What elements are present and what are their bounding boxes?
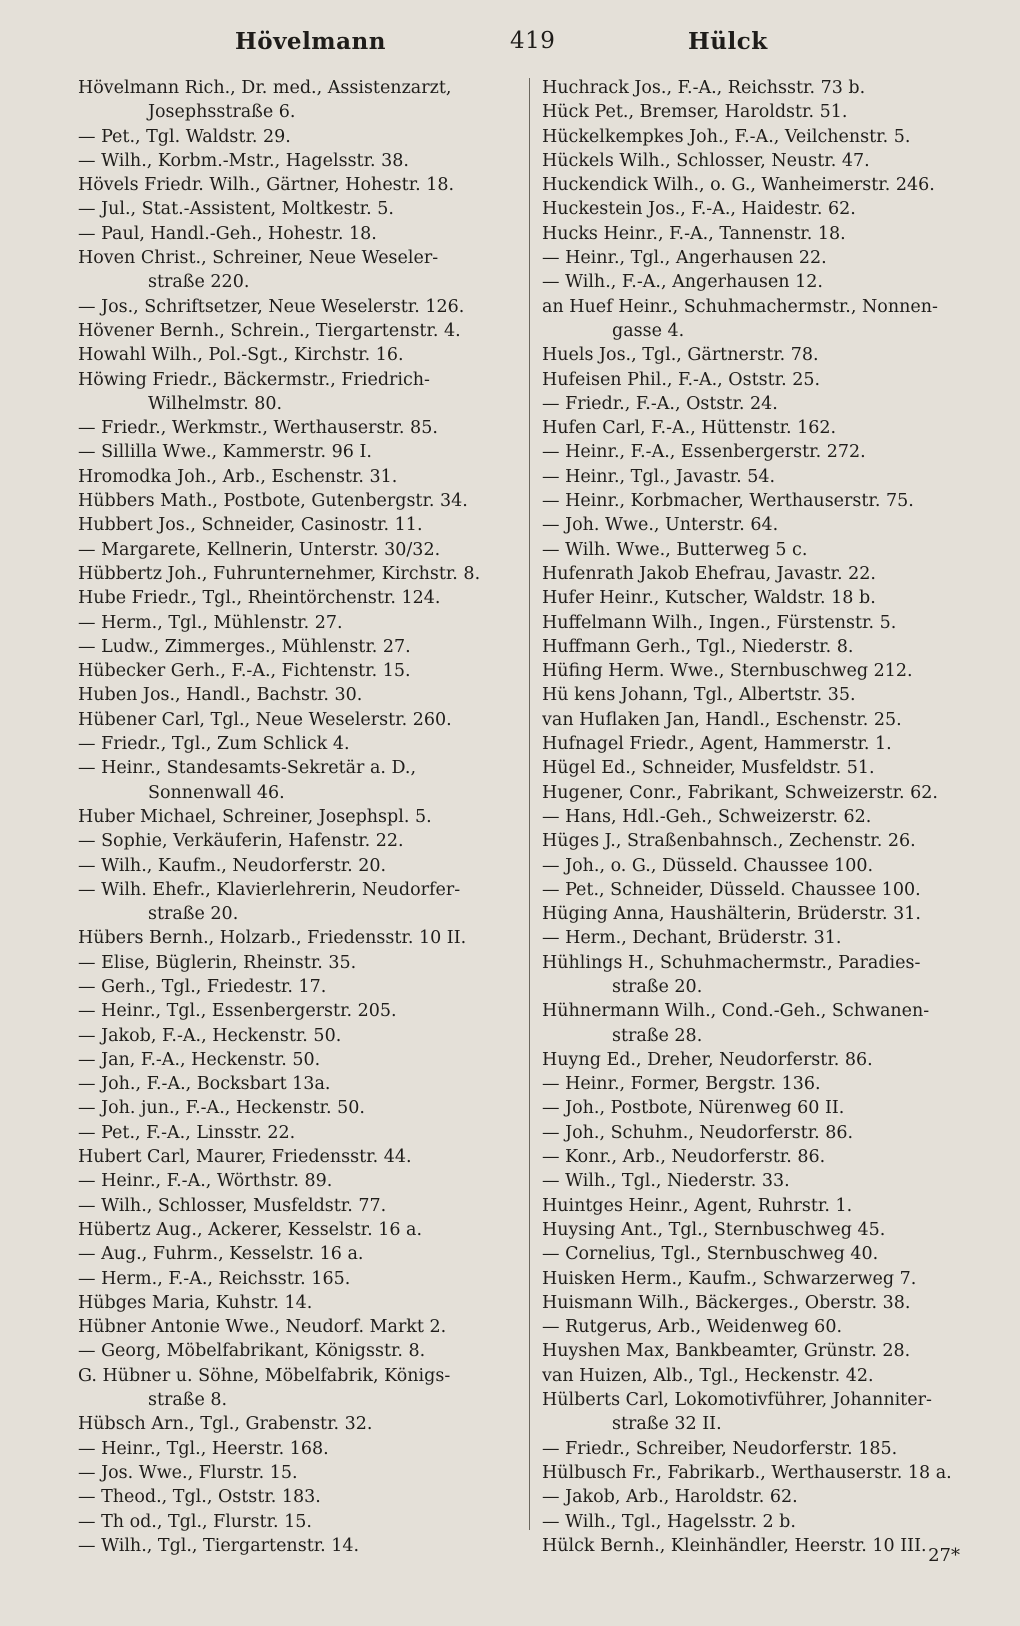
directory-entry: — Jakob, Arb., Haroldstr. 62. [542,1487,798,1508]
directory-entry: — Joh., o. G., Düsseld. Chaussee 100. [542,855,874,876]
directory-entry: Hövels Friedr. Wilh., Gärtner, Hohestr. 18. [78,175,455,196]
directory-entry: Hüfing Herm. Wwe., Sternbuschweg 212. [542,661,913,682]
directory-entry: — Th od., Tgl., Flurstr. 15. [78,1511,312,1532]
directory-entry: — Joh. jun., F.-A., Heckenstr. 50. [78,1098,365,1119]
entry-continuation: straße 20. [612,976,703,997]
directory-entry: — Aug., Fuhrm., Kesselstr. 16 a. [78,1244,364,1265]
right-column [542,76,982,1558]
directory-entry: van Huizen, Alb., Tgl., Heckenstr. 42. [542,1365,874,1386]
directory-entry: — Jakob, F.-A., Heckenstr. 50. [78,1025,342,1046]
directory-entry: — Herm., F.-A., Reichsstr. 165. [78,1268,351,1289]
directory-entry: Hövener Bernh., Schrein., Tiergartenstr. 4. [78,320,461,341]
entry-continuation: straße 32 II. [612,1414,722,1435]
directory-entry: Hube Friedr., Tgl., Rheintörchenstr. 124. [78,588,441,609]
entry-continuation: straße 20. [148,904,239,925]
directory-entry: Hövelmann Rich., Dr. med., Assistenzarzt, [78,78,452,98]
directory-entry: — Ludw., Zimmerges., Mühlenstr. 27. [78,636,411,657]
directory-entry: Huyng Ed., Dreher, Neudorferstr. 86. [542,1049,873,1070]
directory-entry: — Jos., Schriftsetzer, Neue Weselerstr. 126. [78,296,465,317]
directory-entry: Hü kens Johann, Tgl., Albertstr. 35. [542,685,856,706]
directory-entry: Hübener Carl, Tgl., Neue Weselerstr. 260. [78,709,452,730]
directory-entry: — Heinr., Tgl., Angerhausen 22. [542,248,827,269]
directory-entry: Huyshen Max, Bankbeamter, Grünstr. 28. [542,1341,911,1362]
directory-entry: — Friedr., Werkmstr., Werthauserstr. 85. [78,418,438,439]
directory-entry: Hübges Maria, Kuhstr. 14. [78,1292,313,1313]
directory-entry: — Joh., Schuhm., Neudorferstr. 86. [542,1122,854,1143]
directory-entry: — Heinr., Korbmacher, Werthauserstr. 75. [542,491,914,512]
entry-continuation: gasse 4. [612,320,685,341]
directory-entry: — Heinr., F.-A., Essenbergerstr. 272. [542,442,866,463]
directory-entry: — Wilh., Tgl., Hagelsstr. 2 b. [542,1511,796,1532]
directory-entry: Hugener, Conr., Fabrikant, Schweizerstr. 62. [542,782,938,803]
directory-entry: — Wilh. Wwe., Butterweg 5 c. [542,539,808,560]
directory-entry: — Jos. Wwe., Flurstr. 15. [78,1462,298,1483]
directory-entry: Hückels Wilh., Schlosser, Neustr. 47. [542,150,870,171]
page-number: 419 [510,28,556,54]
directory-entry: Huber Michael, Schreiner, Josephspl. 5. [78,806,432,827]
directory-entry: Huismann Wilh., Bäckerges., Oberstr. 38. [542,1292,911,1313]
entry-continuation: straße 8. [148,1390,228,1411]
directory-entry: — Heinr., Standesamts-Sekretär a. D., [78,758,417,779]
directory-entry: Hubert Carl, Maurer, Friedensstr. 44. [78,1147,412,1168]
directory-entry: Hübner Antonie Wwe., Neudorf. Markt 2. [78,1317,447,1338]
directory-entry: Hubbert Jos., Schneider, Casinostr. 11. [78,515,423,536]
directory-entry: — Herm., Dechant, Brüderstr. 31. [542,928,842,949]
header-last-name: Hülck [688,28,768,55]
directory-entry: Huckendick Wilh., o. G., Wanheimerstr. 246. [542,175,935,196]
directory-entry: — Heinr., Tgl., Essenbergerstr. 205. [78,1001,397,1022]
directory-entry: Hufer Heinr., Kutscher, Waldstr. 18 b. [542,588,876,609]
header-first-name: Hövelmann [235,28,386,55]
directory-entry: Hübsch Arn., Tgl., Grabenstr. 32. [78,1414,373,1435]
directory-entry: — Joh., F.-A., Bocksbart 13a. [78,1074,331,1095]
directory-entry: — Wilh., Schlosser, Musfeldstr. 77. [78,1195,387,1216]
directory-entry: Hufenrath Jakob Ehefrau, Javastr. 22. [542,563,876,584]
directory-entry: Hüging Anna, Haushälterin, Brüderstr. 31. [542,904,921,925]
directory-entry: Hübertz Aug., Ackerer, Kesselstr. 16 a. [78,1219,423,1240]
directory-entry: Hühnermann Wilh., Cond.-Geh., Schwanen- [542,1001,930,1022]
directory-entry: — Pet., Tgl. Waldstr. 29. [78,126,291,147]
directory-entry: Huchrack Jos., F.-A., Reichsstr. 73 b. [542,78,866,98]
directory-entry: — Wilh. Ehefr., Klavierlehrerin, Neudorfer- [78,879,461,900]
directory-entry: — Elise, Büglerin, Rheinstr. 35. [78,952,357,973]
directory-entry: — Margarete, Kellnerin, Unterstr. 30/32. [78,539,441,560]
left-column [78,76,518,1558]
directory-entry: Hucks Heinr., F.-A., Tannenstr. 18. [542,223,846,244]
directory-entry: — Rutgerus, Arb., Weidenweg 60. [542,1317,843,1338]
directory-entry: — Heinr., Tgl., Javastr. 54. [542,466,776,487]
directory-entry: — Pet., F.-A., Linsstr. 22. [78,1122,296,1143]
sheet-signature: 27* [928,1545,960,1566]
directory-entry: Huisken Herm., Kaufm., Schwarzerweg 7. [542,1268,917,1289]
directory-entry: Hülberts Carl, Lokomotivführer, Johanniter- [542,1390,932,1411]
page-header [0,28,1020,68]
entry-continuation: Sonnenwall 46. [148,782,285,803]
directory-entry: — Heinr., F.-A., Wörthstr. 89. [78,1171,333,1192]
directory-entry: Hromodka Joh., Arb., Eschenstr. 31. [78,466,398,487]
directory-entry: — Hans, Hdl.-Geh., Schweizerstr. 62. [542,806,872,827]
directory-entry: — Gerh., Tgl., Friedestr. 17. [78,976,327,997]
directory-entry: — Wilh., F.-A., Angerhausen 12. [542,272,823,293]
directory-entry: Hüges J., Straßenbahnsch., Zechenstr. 26. [542,831,916,852]
directory-entry: — Georg, Möbelfabrikant, Königsstr. 8. [78,1341,426,1362]
directory-entry: Hück Pet., Bremser, Haroldstr. 51. [542,102,848,123]
directory-entry: Huysing Ant., Tgl., Sternbuschweg 45. [542,1219,886,1240]
directory-entry: Hoven Christ., Schreiner, Neue Weseler- [78,248,439,269]
directory-entry: Hufnagel Friedr., Agent, Hammerstr. 1. [542,734,892,755]
directory-entry: — Joh., Postbote, Nürenweg 60 II. [542,1098,845,1119]
directory-entry: — Friedr., F.-A., Oststr. 24. [542,393,778,414]
directory-entry: G. Hübner u. Söhne, Möbelfabrik, Königs- [78,1365,451,1386]
directory-entry: Howahl Wilh., Pol.-Sgt., Kirchstr. 16. [78,345,404,366]
directory-entry: — Wilh., Korbm.-Mstr., Hagelsstr. 38. [78,150,409,171]
directory-entry: Hülbusch Fr., Fabrikarb., Werthauserstr. 18 a. [542,1462,952,1483]
entry-continuation: Josephsstraße 6. [148,102,296,123]
directory-entry: — Jan, F.-A., Heckenstr. 50. [78,1049,321,1070]
directory-entry: Hübecker Gerh., F.-A., Fichtenstr. 15. [78,661,411,682]
entry-continuation: straße 28. [612,1025,703,1046]
directory-entry: Huffelmann Wilh., Ingen., Fürstenstr. 5. [542,612,897,633]
directory-entry: Huckestein Jos., F.-A., Haidestr. 62. [542,199,856,220]
directory-entry: Huintges Heinr., Agent, Ruhrstr. 1. [542,1195,853,1216]
directory-entry: — Theod., Tgl., Oststr. 183. [78,1487,321,1508]
directory-entry: — Friedr., Tgl., Zum Schlick 4. [78,734,350,755]
directory-entry: Hückelkempkes Joh., F.-A., Veilchenstr. 5. [542,126,911,147]
directory-entry: — Heinr., Tgl., Heerstr. 168. [78,1438,329,1459]
directory-entry: Höwing Friedr., Bäckermstr., Friedrich- [78,369,430,390]
entry-continuation: straße 220. [148,272,250,293]
directory-entry: — Friedr., Schreiber, Neudorferstr. 185. [542,1438,898,1459]
directory-entry: — Wilh., Kaufm., Neudorferstr. 20. [78,855,387,876]
directory-entry: Huels Jos., Tgl., Gärtnerstr. 78. [542,345,819,366]
directory-entry: Hufeisen Phil., F.-A., Oststr. 25. [542,369,821,390]
directory-entry: Hübbertz Joh., Fuhrunternehmer, Kirchstr. 8. [78,563,481,584]
directory-entry: Hufen Carl, F.-A., Hüttenstr. 162. [542,418,837,439]
directory-entry: — Sophie, Verkäuferin, Hafenstr. 22. [78,831,404,852]
directory-entry: — Paul, Handl.-Geh., Hohestr. 18. [78,223,377,244]
directory-entry: — Wilh., Tgl., Niederstr. 33. [542,1171,790,1192]
directory-entry: — Konr., Arb., Neudorferstr. 86. [542,1147,826,1168]
directory-entry: van Huflaken Jan, Handl., Eschenstr. 25. [542,709,902,730]
directory-entry: — Jul., Stat.-Assistent, Moltkestr. 5. [78,199,394,220]
directory-entry: an Huef Heinr., Schuhmachermstr., Nonnen- [542,296,938,317]
directory-entry: — Cornelius, Tgl., Sternbuschweg 40. [542,1244,879,1265]
directory-entry: Huffmann Gerh., Tgl., Niederstr. 8. [542,636,854,657]
directory-entry: Huben Jos., Handl., Bachstr. 30. [78,685,363,706]
directory-entry: — Sillilla Wwe., Kammerstr. 96 I. [78,442,372,463]
directory-entry: Hülck Bernh., Kleinhändler, Heerstr. 10 III. [542,1535,927,1556]
directory-entry: Hügel Ed., Schneider, Musfeldstr. 51. [542,758,875,779]
directory-entry: — Herm., Tgl., Mühlenstr. 27. [78,612,343,633]
directory-entry: — Wilh., Tgl., Tiergartenstr. 14. [78,1535,360,1556]
directory-entry: Hübbers Math., Postbote, Gutenbergstr. 34. [78,491,468,512]
directory-entry: — Pet., Schneider, Düsseld. Chaussee 100. [542,879,921,900]
directory-entry: — Joh. Wwe., Unterstr. 64. [542,515,779,536]
directory-entry: Hühlings H., Schuhmachermstr., Paradies- [542,952,921,973]
entry-continuation: Wilhelmstr. 80. [148,393,283,414]
column-divider [529,78,530,1530]
directory-entry: Hübers Bernh., Holzarb., Friedensstr. 10 II. [78,928,467,949]
directory-entry: — Heinr., Former, Bergstr. 136. [542,1074,821,1095]
